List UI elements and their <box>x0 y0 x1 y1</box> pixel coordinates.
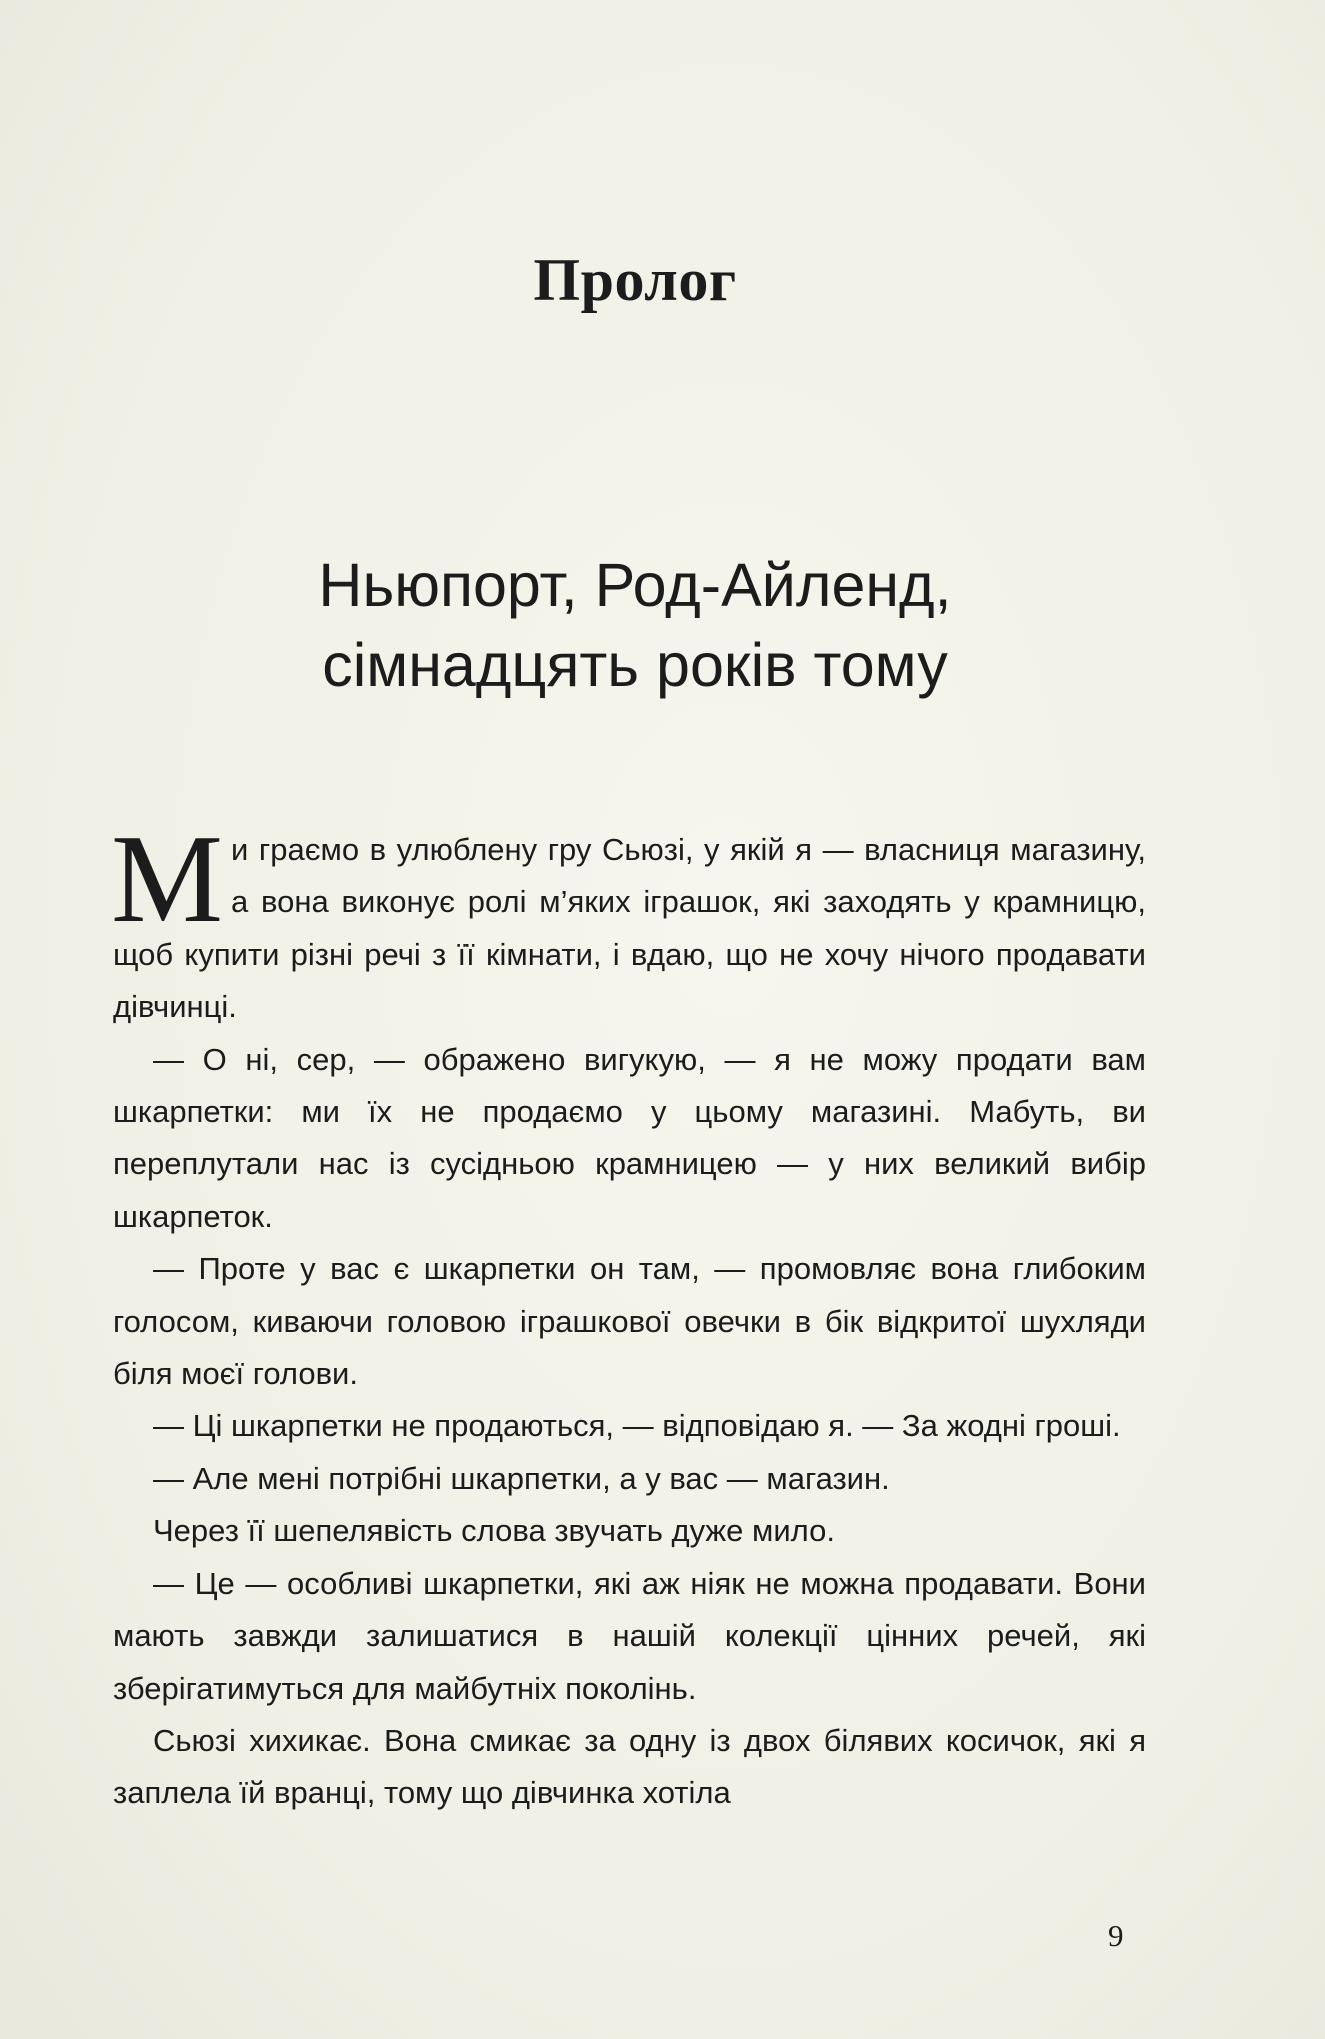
paragraph-4: — Ці шкарпетки не продаються, — відповідаю я. — За жодні гроші. <box>153 1408 1121 1444</box>
paragraph-2: — О ні, сер, — ображено вигукую, — я не можу продати вам шкарпетки: ми їх не продаємо у цьому магазині. Мабуть, ви переплутали нас із сусідньою крамницею — у них великий вибір шкарпеток. <box>113 1041 1146 1234</box>
paragraph-3: — Проте у вас є шкарпетки он там, — промовляє вона глибоким голосом, киваючи головою іграшкової овечки в бік відкритої шухляди біля моєї голови. <box>113 1251 1146 1392</box>
body-text <box>111 810 1146 1820</box>
chapter-subtitle <box>115 545 1155 705</box>
paragraph-1 <box>111 810 1146 1034</box>
drop-cap: М <box>111 810 224 949</box>
paragraph-5: — Але мені потрібні шкарпетки, а у вас — магазин. <box>153 1460 890 1496</box>
chapter-title: Пролог <box>533 247 737 313</box>
paragraph-7: — Це — особливі шкарпетки, які аж ніяк не можна продавати. Вони мають завжди залишатися в нашій колекції цінних речей, які зберігатимуться для майбутніх поколінь. <box>113 1565 1146 1706</box>
page-number: 9 <box>1108 1918 1124 1953</box>
paragraph-1-text: и граємо в улюблену гру Сьюзі, у якій я — власниця магазину, а вона виконує ролі м’яких іграшок, які заходять у крамницю, щоб купити різні речі з її кімнати, і вдаю, що не хочу нічого продавати дівчинці. <box>113 832 1146 1025</box>
subtitle-line-2: сімнадцять років тому <box>322 631 948 699</box>
subtitle-line-1: Ньюпорт, Род-Айленд, <box>318 551 952 619</box>
paragraph-8: Сьюзі хихикає. Вона смикає за одну із двох білявих косичок, які я заплела їй вранці, тому що дівчинка хотіла <box>113 1722 1146 1811</box>
paragraph-6: Через її шепелявість слова звучать дуже мило. <box>153 1513 835 1549</box>
